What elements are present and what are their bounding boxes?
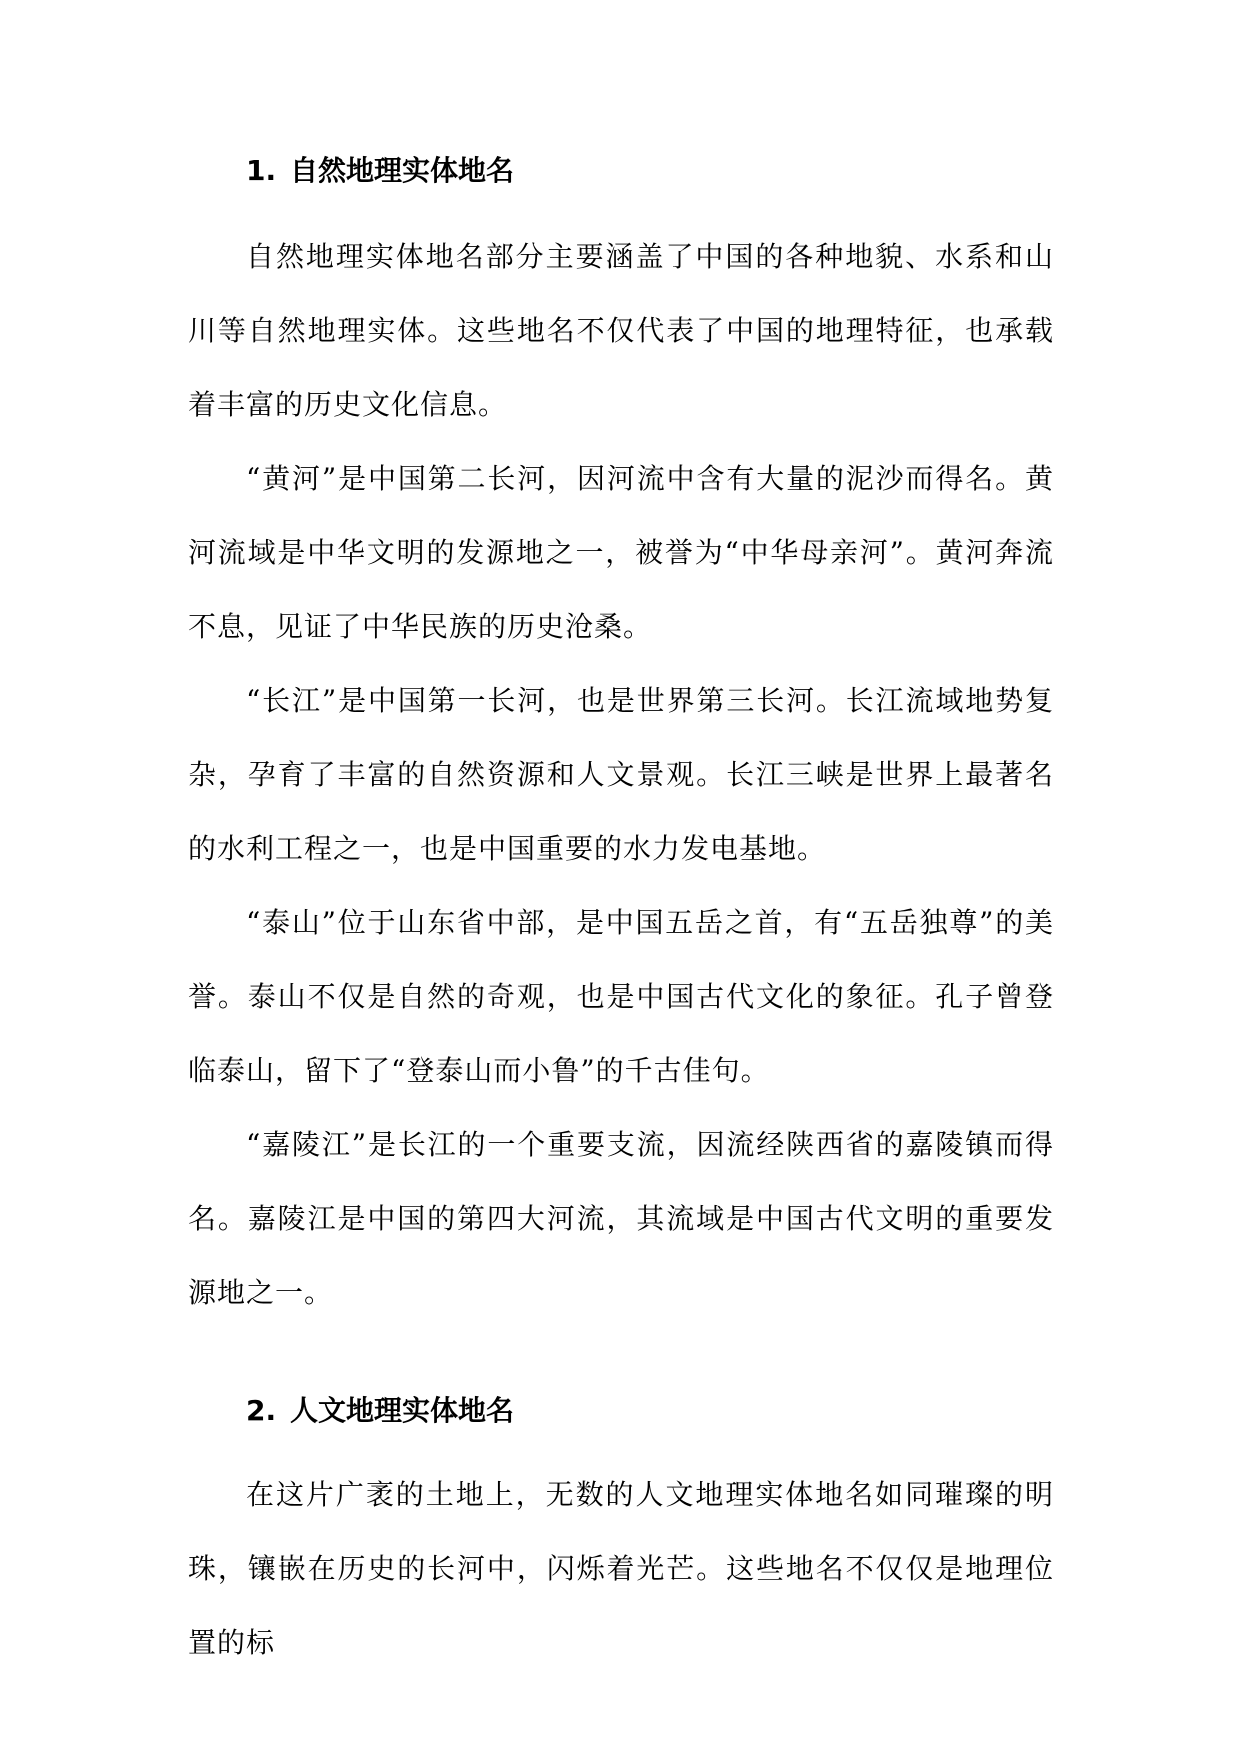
paragraph: 自然地理实体地名部分主要涵盖了中国的各种地貌、水系和山川等自然地理实体。这些地名不仅代表了中国的地理特征，也承载着丰富的历史文化信息。 bbox=[188, 240, 1054, 421]
section-title: 自然地理实体地名 bbox=[290, 154, 515, 187]
section-heading-2 bbox=[188, 1386, 1054, 1436]
document-content bbox=[188, 146, 1054, 1680]
paragraph: “嘉陵江”是长江的一个重要支流，因流经陕西省的嘉陵镇而得名。嘉陵江是中国的第四大河流，其流域是中国古代文明的重要发源地之一。 bbox=[188, 1128, 1054, 1309]
paragraph: “泰山”位于山东省中部，是中国五岳之首，有“五岳独尊”的美誉。泰山不仅是自然的奇观，也是中国古代文化的象征。孔子曾登临泰山，留下了“登泰山而小鲁”的千古佳句。 bbox=[188, 906, 1054, 1087]
paragraph: “长江”是中国第一长河，也是世界第三长河。长江流域地势复杂，孕育了丰富的自然资源和人文景观。长江三峡是世界上最著名的水利工程之一，也是中国重要的水力发电基地。 bbox=[188, 684, 1054, 865]
section-number: 2. bbox=[246, 1394, 277, 1427]
paragraph: “黄河”是中国第二长河，因河流中含有大量的泥沙而得名。黄河流域是中华文明的发源地之一，被誉为“中华母亲河”。黄河奔流不息，见证了中华民族的历史沧桑。 bbox=[188, 462, 1054, 643]
section-heading-1 bbox=[188, 146, 1054, 196]
section-number: 1. bbox=[246, 154, 277, 187]
section-title: 人文地理实体地名 bbox=[290, 1394, 515, 1427]
paragraph: 在这片广袤的土地上，无数的人文地理实体地名如同璀璨的明珠，镶嵌在历史的长河中，闪烁着光芒。这些地名不仅仅是地理位置的标 bbox=[188, 1478, 1054, 1659]
